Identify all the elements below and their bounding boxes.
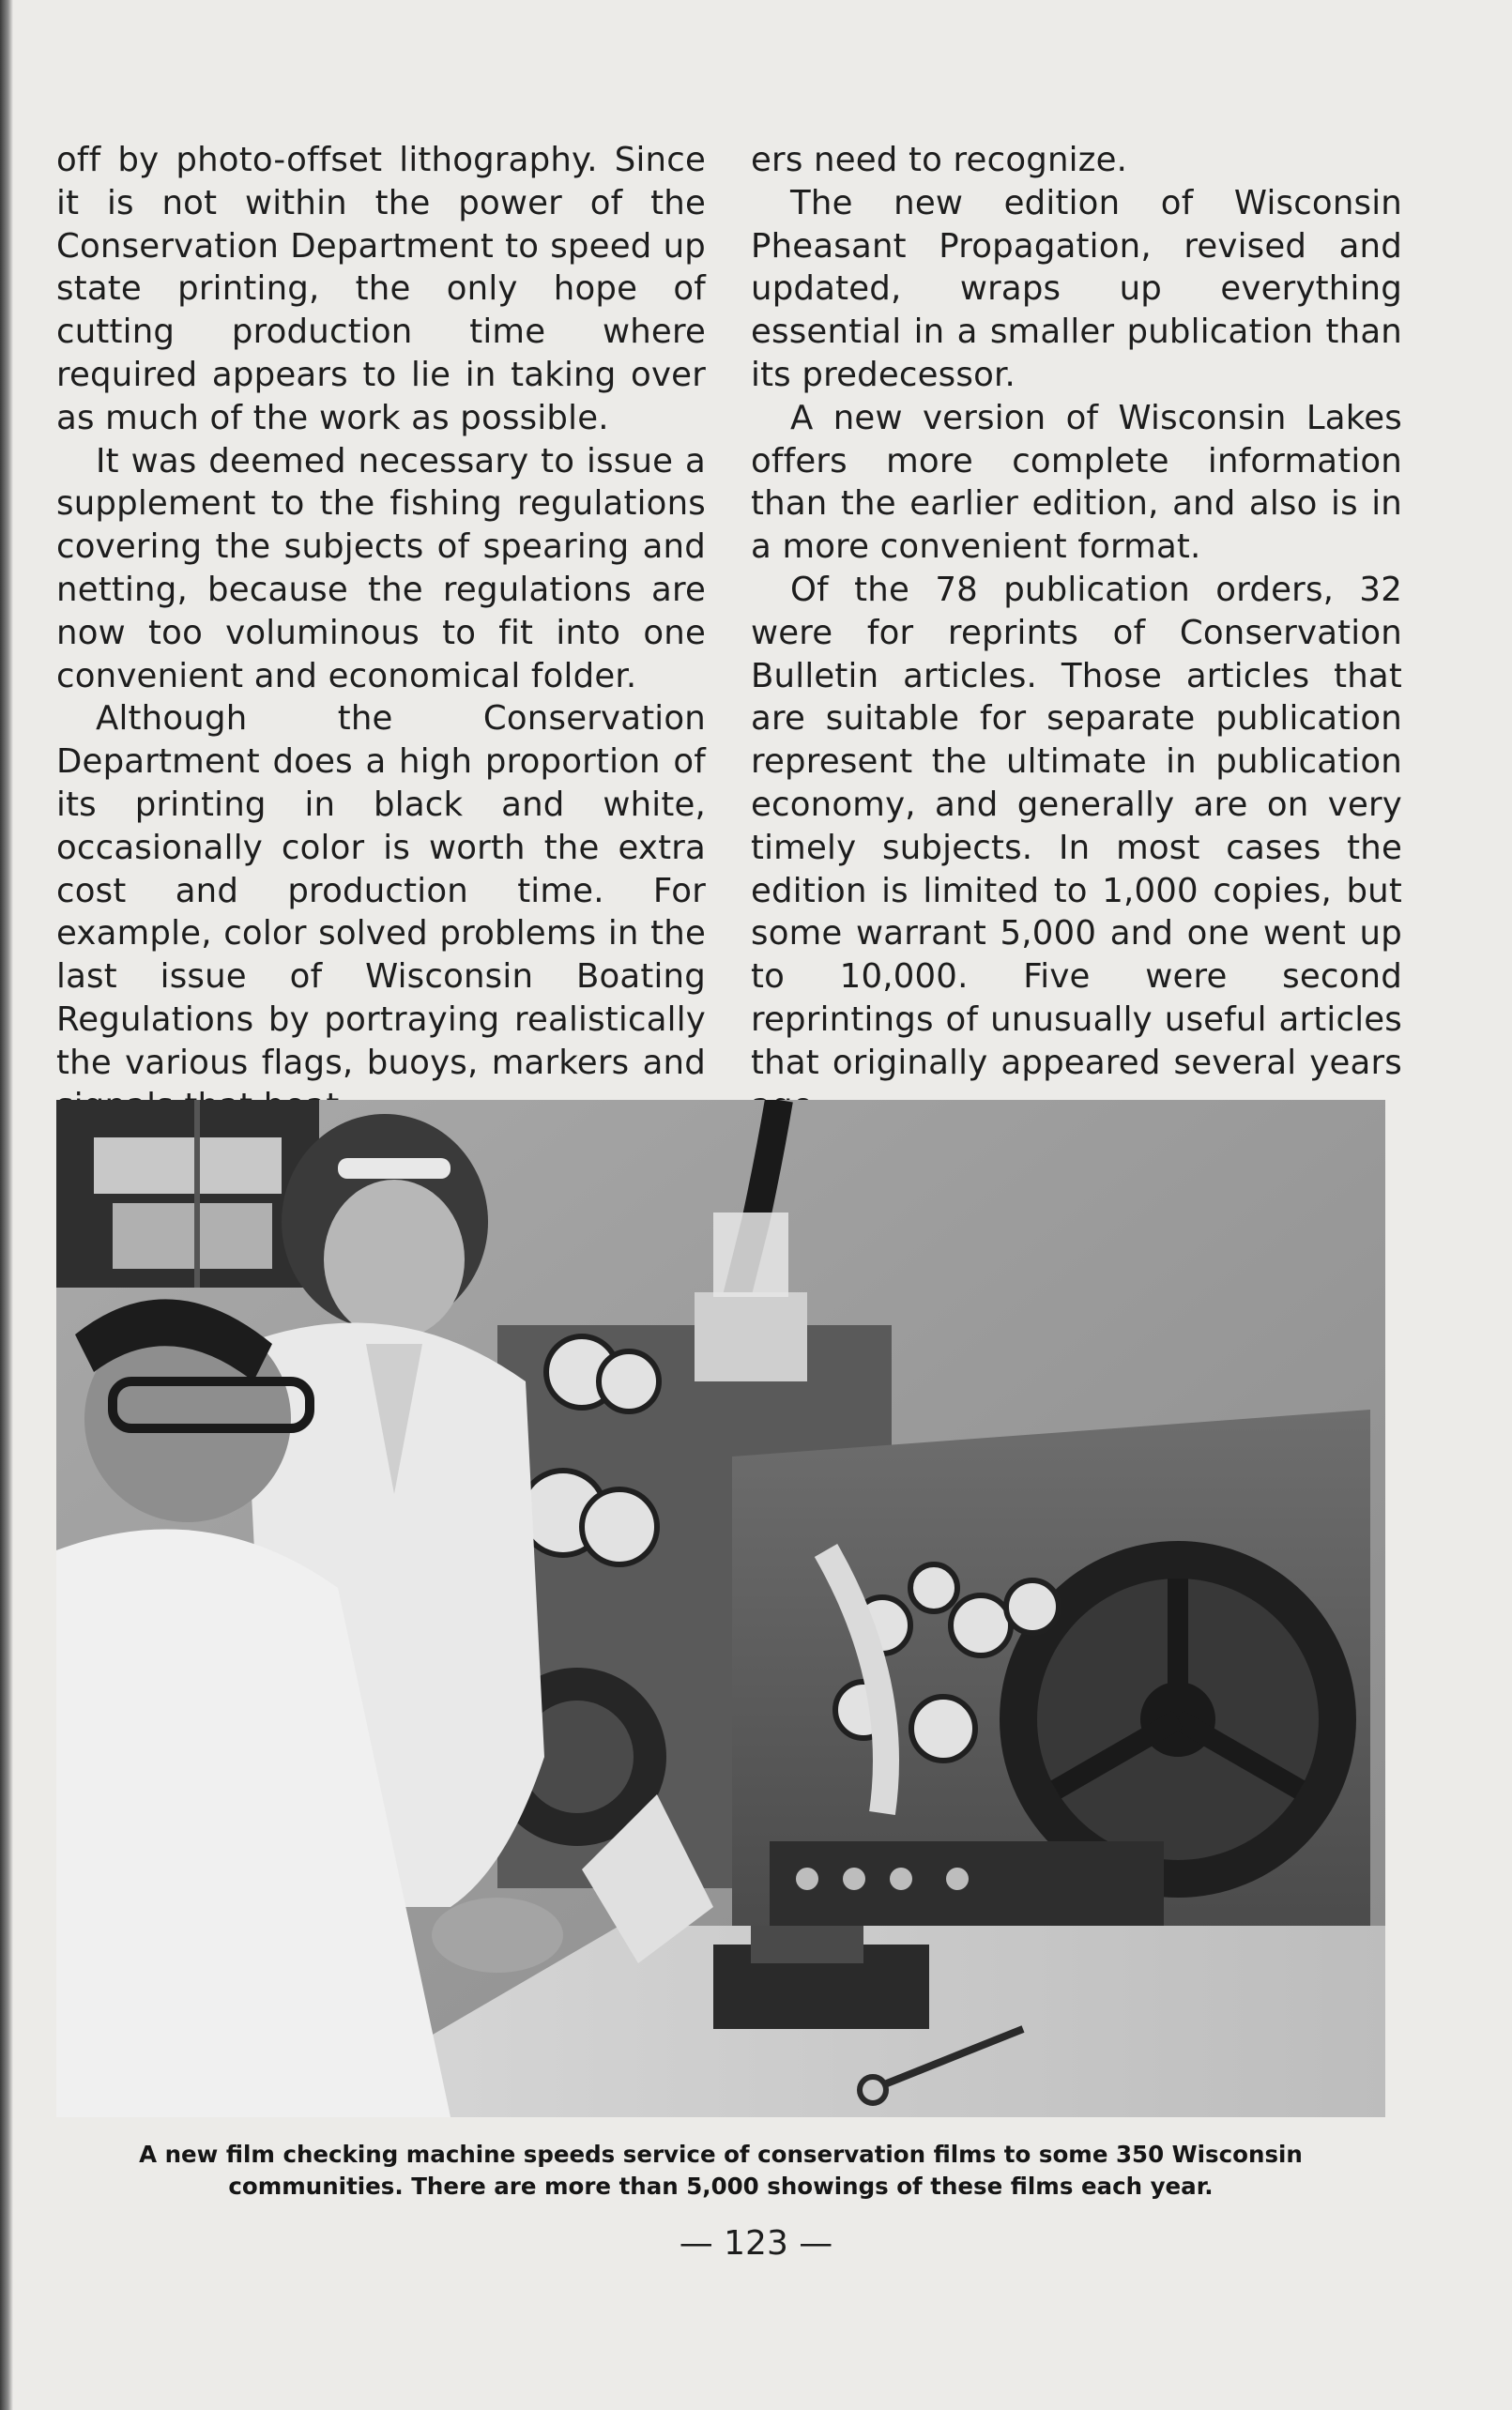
scan-edge <box>0 0 13 2410</box>
left-paragraph-3: Although the Conservation Department does a high proportion of its printing in black and white, occasionally color is worth the extra cost and production time. For example, color solved problems in the last issue of Wisconsin Boating Regulations by portraying realistically the various flags, buoys, markers and <box>56 699 706 1082</box>
right-paragraph-1: ers need to recognize. <box>751 141 1128 179</box>
caption-line-2: communities. There are more than 5,000 showings of these films each year. <box>228 2173 1214 2200</box>
left-text-column <box>56 139 706 1127</box>
right-paragraph-4: Of the 78 publication orders, 32 were for reprints of Conservation Bulletin articles. Those articles that are suitable for separate publication represent the ultimate in publication economy, and generally are on very timely subjects. In most cases the edition is limited to 1,000 copies, but some warrant 5,000 and one went up to 10,000. Five were second reprintings of unusually useful articles that originally appeared several years <box>751 570 1402 1082</box>
left-paragraph-2: It was deemed necessary to issue a supplement to the fishing regulations covering the subjects of spearing and netting, because the regulations are now too voluminous to fit into one convenient and economical folder. <box>56 441 706 695</box>
photo-caption <box>56 2139 1385 2203</box>
caption-line-1: A new film checking machine speeds service of conservation films to some 350 Wisconsin <box>139 2141 1303 2168</box>
right-text-column <box>751 139 1402 1127</box>
right-paragraph-3: A new version of Wisconsin Lakes offers more complete information than the earlier edition, and also is in a more convenient format. <box>751 398 1402 567</box>
film-machine-photo <box>56 1100 1385 2117</box>
right-paragraph-2: The new edition of Wisconsin Pheasant Propagation, revised and updated, wraps up everything essential in a smaller publication than its predecessor. <box>751 183 1402 394</box>
left-paragraph-1: off by photo-offset lithography. Since it is not within the power of the Conservation Department to speed up state printing, the only hope of cutting production time where required appears to lie in taking over as much of the work as possible. <box>56 141 706 437</box>
page-number: — 123 — <box>679 2224 833 2263</box>
